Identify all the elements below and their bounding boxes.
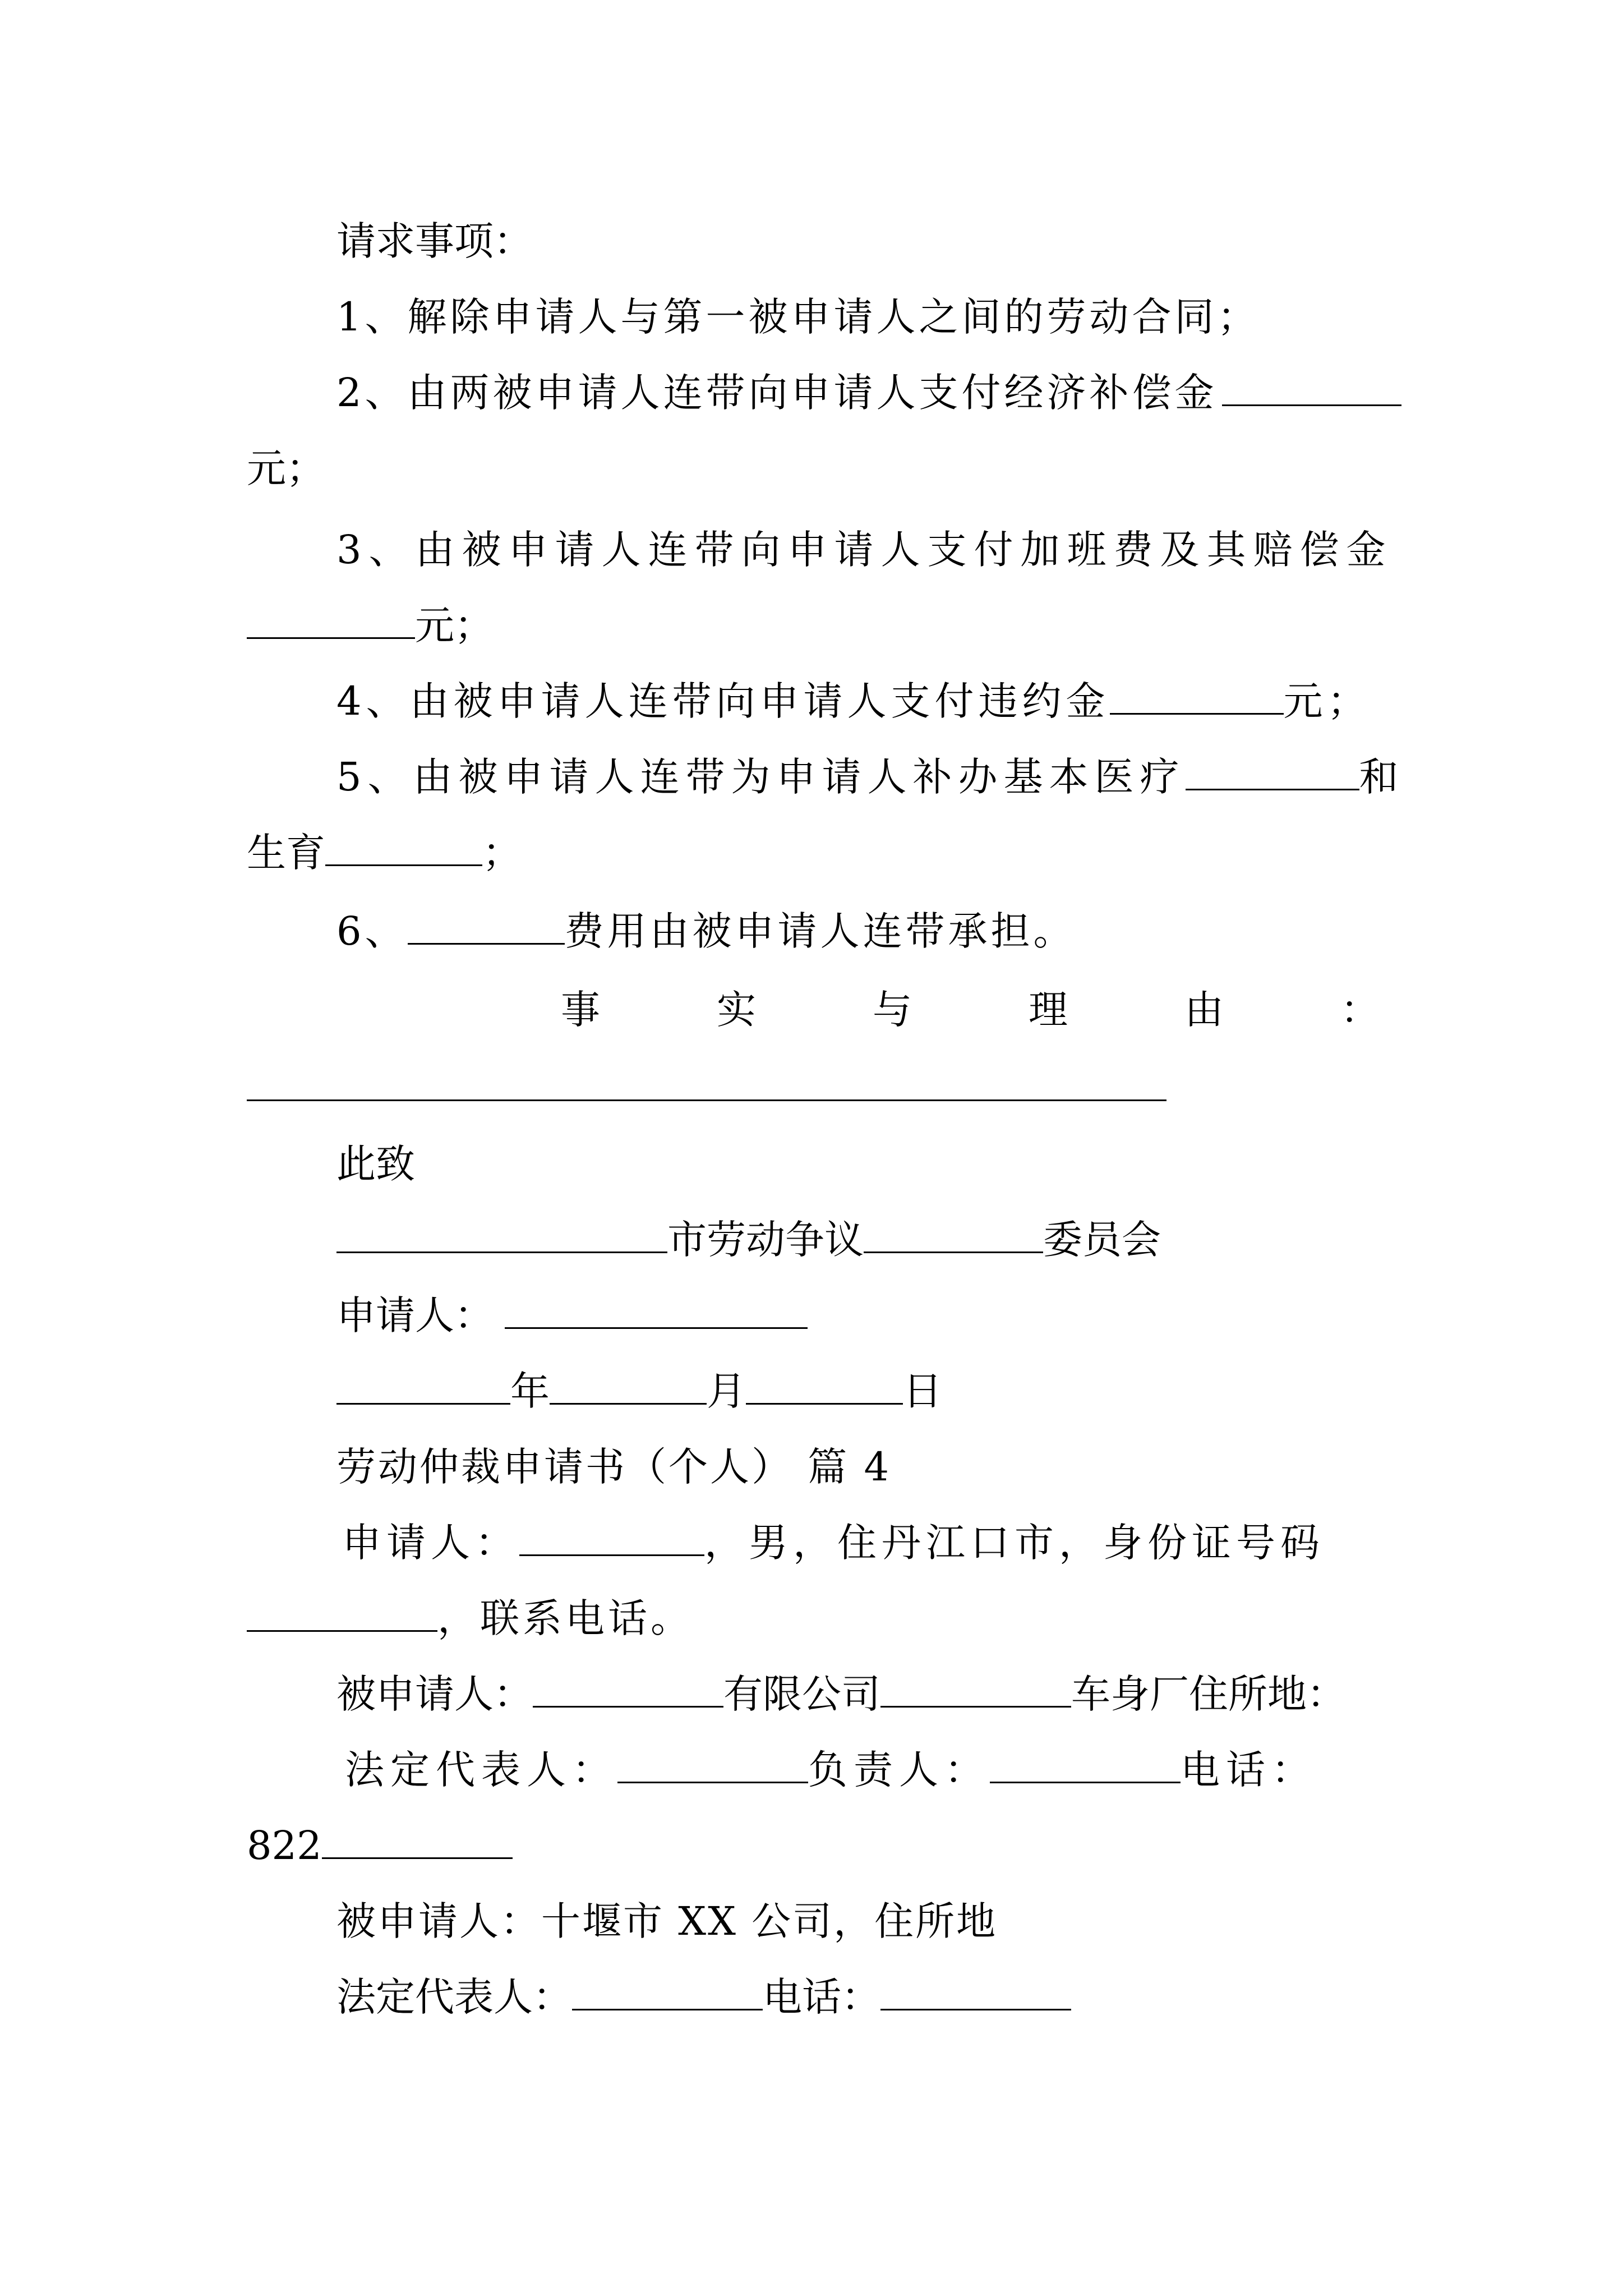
signature-blank: [505, 1292, 808, 1329]
company-blank: [533, 1671, 723, 1708]
year-blank: [336, 1368, 510, 1405]
applicant-info: 申请人： ，男，住丹江口市，身份证号码: [342, 1520, 1325, 1566]
respondent-2-representative: 法定代表人： 电话：: [336, 1972, 1071, 2022]
request-item-3-cont: 元；: [247, 600, 494, 651]
amount-blank: [247, 602, 415, 639]
salutation: 此致: [336, 1141, 415, 1187]
respondent-1: 被申请人： 有限公司 车身厂住所地：: [336, 1671, 1346, 1717]
applicant-info-cont: ，联系电话。: [247, 1593, 693, 1644]
company-blank: [880, 1671, 1071, 1708]
amount-blank: [1222, 370, 1401, 406]
respondent-1-representative: 法定代表人： 负责人： 电话：: [345, 1747, 1317, 1793]
request-item-6: 6、 费用由被申请人连带承担。: [336, 908, 1076, 954]
name-blank: [519, 1520, 704, 1556]
day-blank: [746, 1368, 903, 1405]
applicant-signature: 申请人：: [336, 1290, 808, 1341]
committee-blank: [864, 1217, 1043, 1253]
fee-blank: [408, 908, 565, 945]
recipient-committee: 市劳动争议 委员会: [336, 1214, 1161, 1265]
date-line: 年 月 日: [336, 1366, 942, 1416]
id-blank: [247, 1595, 437, 1632]
insurance-blank: [1186, 754, 1359, 790]
person-in-charge-blank: [990, 1747, 1181, 1783]
heading-request-items: 请求事项：: [336, 218, 533, 264]
respondent-1-phone: 822: [247, 1820, 513, 1871]
facts-blank-line: [247, 1099, 1166, 1101]
request-item-2: 2、由两被申请人连带向申请人支付经济补偿金: [336, 367, 1401, 418]
phone-blank: [880, 1974, 1071, 2010]
city-blank: [336, 1217, 667, 1253]
request-item-5: 5、由被申请人连带为申请人补办基本医疗 和: [336, 754, 1405, 800]
month-blank: [550, 1368, 707, 1405]
section-title: 劳动仲裁申请书（个人） 篇 4: [336, 1444, 892, 1490]
request-item-1: 1、解除申请人与第一被申请人之间的劳动合同；: [336, 294, 1260, 340]
representative-blank: [572, 1974, 763, 2010]
request-item-2-cont: 元；: [247, 445, 325, 491]
request-item-5-cont: 生育 ；: [247, 830, 522, 876]
amount-blank: [1110, 678, 1284, 715]
heading-facts-reasons: 事 实 与 理 由 ：: [561, 987, 1380, 1033]
request-item-3: 3、由被申请人连带向申请人支付加班费及其赔偿金: [336, 527, 1393, 573]
respondent-2: 被申请人：十堰市 XX 公司，住所地: [336, 1898, 998, 1944]
insurance-blank: [325, 830, 482, 866]
request-item-4: 4、由被申请人连带向申请人支付违约金 元；: [336, 678, 1371, 724]
representative-blank: [617, 1747, 808, 1783]
phone-blank: [322, 1823, 513, 1859]
